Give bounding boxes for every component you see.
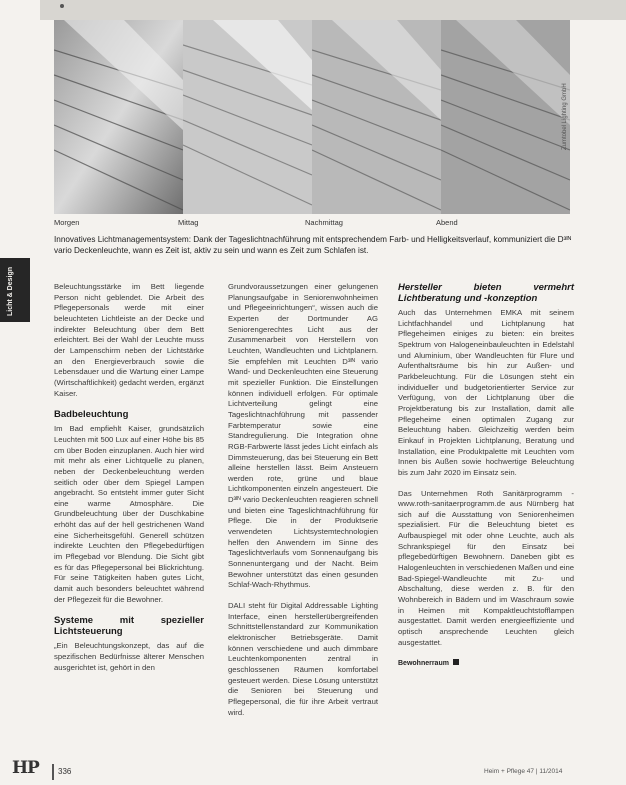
photo-label-noon: Mittag xyxy=(178,218,199,227)
col3-paragraph-1: Auch das Unternehmen EMKA mit seinem Lichtfachhandel und Lichtplanung hat Pflegeheimen einiges zu bieten: ein breites Spektrum von Halogeneinbauleuchten in Edelstahl und Aluminium, über Wandleuchten für Flure und Aufenthaltsräume bis hin zur Außen- und Parkbeleuchtung. Für die Lösungen steht ein individueller und budgetorientierter Service zur Verfügung, von der Lichtplanung über die Projektberatung bis zur Installation, damit alle Pflegeheime einen optimalen Zugang zur Beleuchtung haben. Gleichzeitig werden beim Einkauf in Projekten Lichtplanung, Beratung und Installation, eine Produktpalette mit Leuchten vom Innen bis Außen sowie hochwertige Beleuchtung bis zum Jahr 2020 im Einsatz sein. xyxy=(398,308,574,477)
col1-heading-systems: Systeme mit spezieller Lichtsteuerung xyxy=(54,615,204,638)
article-column-1 xyxy=(54,282,204,683)
article-author: Bewohnerraum xyxy=(398,660,449,668)
section-side-tab xyxy=(0,258,30,322)
photo-caption: Innovatives Lichtmanagementsystem: Dank der Tageslichtnachführung mit entsprechendem Farb- und Helligkeitsverlauf, kommuniziert die D³ᴵᴺ vario Deckenleuchte, wann es Zeit ist, aktiv zu sein und wann es Zeit zum Schlafen ist. xyxy=(54,235,572,255)
col2-paragraph-2: DALI steht für Digital Addressable Lighting Interface, einen herstellerübergreifenden Schnittstellenstandard zur Kommunikation elektronischer Betriebsgeräte. Damit können verschiedene und auch dimmbare Leuchtenkomponenten zentral in geschlossenen Räumen komfortabel gesteuert werden. Diese Lösung unterstützt die Senioren bei Steuerung und Pflegepersonal, die für ihre Arbeit vertraut wird. xyxy=(228,601,378,717)
col1-paragraph-3: „Ein Beleuchtungskonzept, das auf die spezifischen Bedürfnisse älterer Menschen ausgerichtet ist, gehört in den xyxy=(54,641,204,672)
col1-paragraph-1: Beleuchtungsstärke im Bett liegende Person nicht geblendet. Die Arbeit des Pflegepersonals werde mit einer beleuchteten Lichtleiste an der Decke und indirekter Beleuchtung über dem Bett erleichtert. Bei der Wahl der Leuchte muss der Lampenschirm neben der Lichtstärke an den Energieverbrauch sowie die Lebensdauer und die Wartung einer Lampe (Wirtschaftlichkeit) gedacht werden, ergänzt Kaiser. xyxy=(54,282,204,398)
photo-label-afternoon: Nachmittag xyxy=(305,218,343,227)
photo-label-morning: Morgen xyxy=(54,218,80,227)
page-footer xyxy=(0,758,626,785)
photo-noon xyxy=(183,20,312,214)
col1-heading-bath: Badbeleuchtung xyxy=(54,409,129,421)
col2-paragraph-1: Grundvoraussetzungen einer gelungenen Planungsaufgabe in Seniorenwohnheimen und Pflegeeinrichtungen“, wissen auch die Experten der Dortmunder AG Seniorengerechtes Licht aus der Zusammenarbeit von Herstellern von Leuchten, Wandleuchten und Lichtplanern. Sie empfehlen mit Leuchten D³ᴵᴺ vario Wand- und Deckenleuchten eine Steuerung mit spezieller Funktion. Die Einstellungen können individuell erfolgen. Für optimale Lichtverteilung gelingt eine Tageslichtnachführung mit passender Farbtemperatur sowie eine Standregulierung. Die Integration ohne RGB-Farbwerte lässt jedes Licht einfach als Dimmsteuerung, das bei Steuerung ein Bett alleine herstellen lässt. Beim Ansteuern werden rote, grüne und blaue Lichtkomponenten einzeln angesteuert. Die D³ᴵᴺ vario Deckenleuchten reagieren schnell und bieten eine Tageslichtnachführung für Pflege. Die in der Produktserie verwendeten Lichtsystemtechnologien helfen den Anwendern im Sinne des Tageslichtverlaufs vom Sonnenaufgang bis Sonnenuntergang und der Nacht. Beim Bewohner unterstützt das einen gesunden Schlaf-Wach-Rhythmus. xyxy=(228,282,378,590)
footer-source: Heim + Pflege 47 | 11/2014 xyxy=(484,768,563,775)
photo-label-evening: Abend xyxy=(436,218,458,227)
photo-afternoon xyxy=(312,20,441,214)
photo-evening xyxy=(441,20,570,214)
article-column-2 xyxy=(228,282,378,728)
photo-credit: Zumtobel Lighting GmbH xyxy=(562,83,568,150)
col1-paragraph-2: Im Bad empfiehlt Kaiser, grundsätzlich Leuchten mit 500 Lux auf einer Höhe bis 85 cm über Boden einzuplanen. Auch hier wird mit mehr als einer Lichtquelle zu planen, neben der Deckenbeleuchtung werden seitlich oder über dem Spiegel Lampen angebracht. So entsteht immer guter Sicht eine warme Atmosphäre. Die Grundbeleuchtung über der Duschkabine erhöht das auf der hell gestrichenen Wand eine Sicherheitsgefühl. Generell schützen indirekte Leuchten den Pflegebedürftigen im Pflegebad vor Blendung. Die Sicht gibt es für das Pflegepersonal bei Blickrichtung. Für seine Tätigkeiten haben gutes Licht, damit auch besonders beleuchtet während der Pflegezeit für die Bewohner. xyxy=(54,424,204,604)
top-band-mark xyxy=(60,4,64,8)
footer-rule xyxy=(52,764,54,780)
photo-strip xyxy=(54,20,570,214)
col3-heading-manufacturers: Hersteller bieten vermehrt Lichtberatung und -konzeption xyxy=(398,282,574,304)
photo-morning xyxy=(54,20,183,214)
magazine-logo: HP xyxy=(12,758,39,778)
col3-paragraph-2: Das Unternehmen Roth Sanitärprogramm - www.roth-sanitaerprogramm.de aus Nürnberg hat sich auf die Ausstattung von Seniorenheimen spezialisiert. Für die Beleuchtung bietet es Aufbauspiegel mit oder ohne Leuchte, auch als Schrankspiegel für den Einsatz bei pflegebedürftigen Bewohnern. Daneben gibt es Halogenleuchten in verschiedenen Maßen und eine Bad-Spiegel-Wandleuchte mit Zu- und Abschaltung, diese werden z. B. für den Wohnbereich in Bädern und im Waschraum sowie in Heimen mit Kompaktleuchtstofflampen ausgestattet. Damit werden energieeffiziente und optisch ansprechende Leuchten gleich ausgestattet. xyxy=(398,488,574,647)
page-number: 336 xyxy=(58,767,72,776)
section-side-tab-label: Licht & Design xyxy=(7,266,14,316)
end-of-article-mark xyxy=(453,659,459,665)
article-column-3 xyxy=(398,282,574,670)
top-band xyxy=(40,0,626,20)
